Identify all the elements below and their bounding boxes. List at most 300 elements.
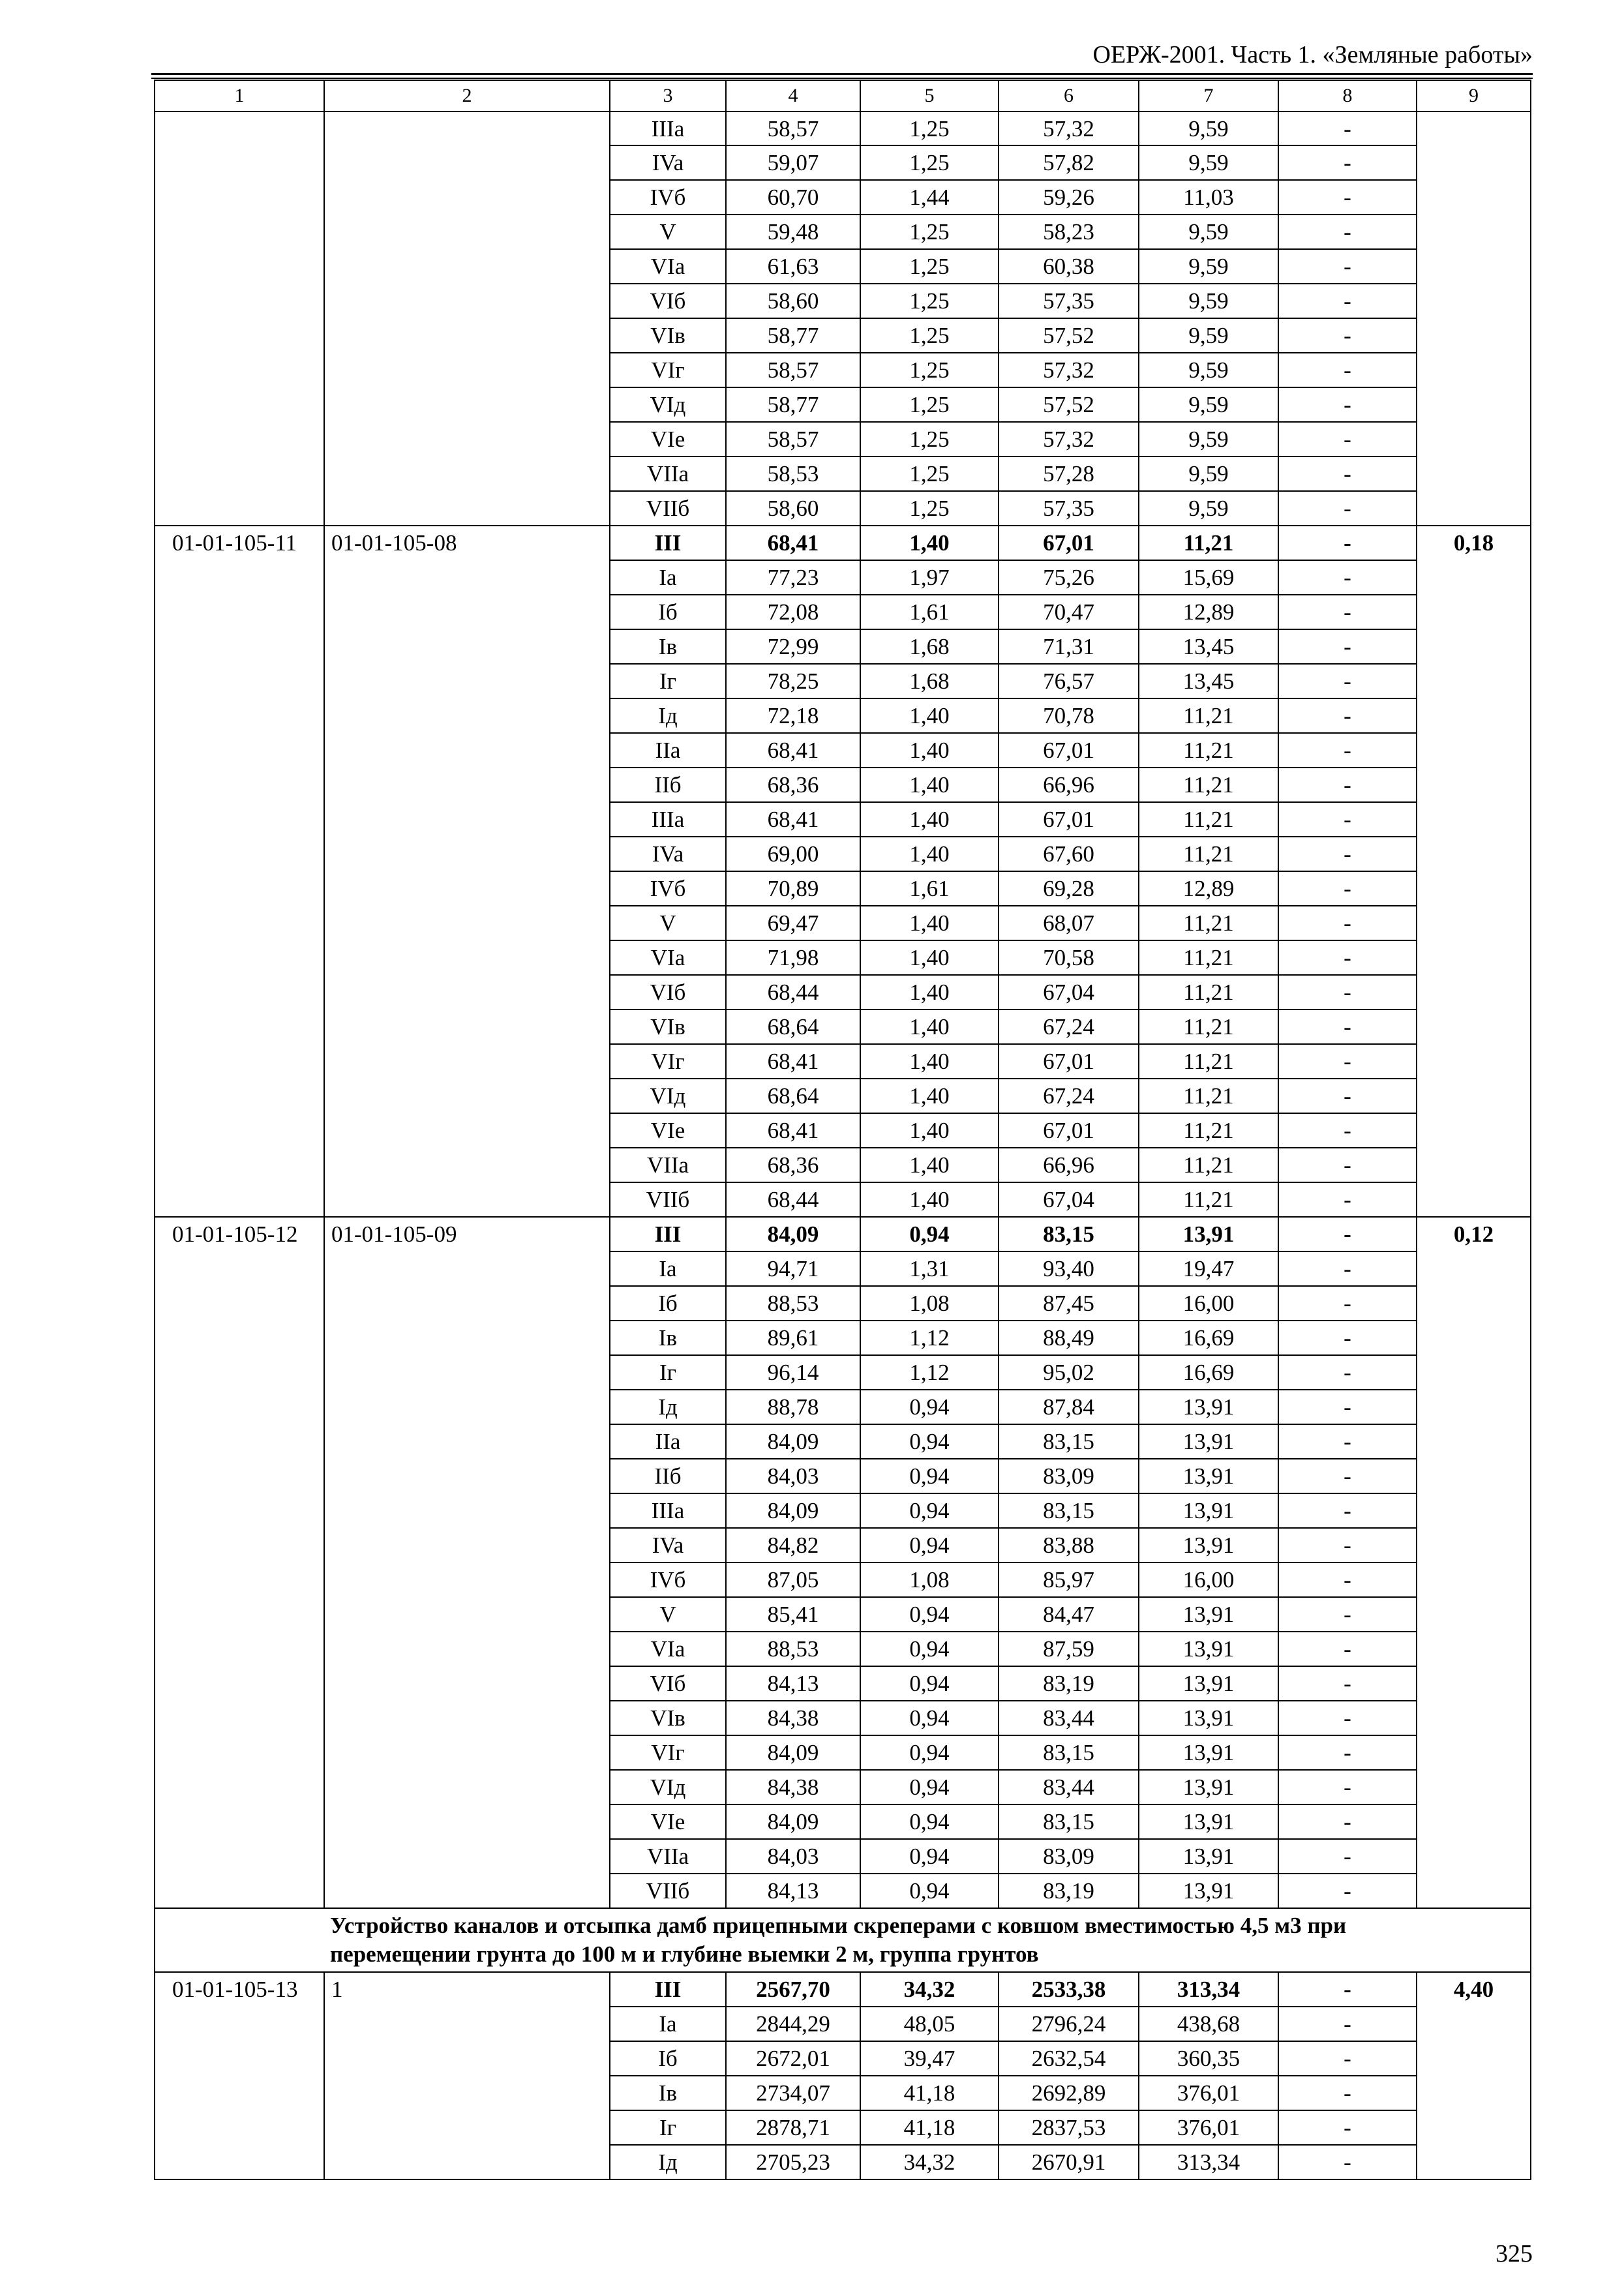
value-cell: 0,94 [860, 1217, 999, 1251]
column-number-cell: 7 [1139, 80, 1278, 112]
value-cell: 83,15 [999, 1804, 1139, 1839]
value-cell: 57,35 [999, 491, 1139, 526]
value-cell: 72,99 [726, 629, 860, 664]
value-cell: 70,89 [726, 871, 860, 906]
value-cell: 313,34 [1139, 2145, 1278, 2179]
section-heading [155, 1908, 1531, 1972]
value-cell: 84,13 [726, 1874, 860, 1908]
value-cell: Iд [610, 698, 726, 733]
value-cell: 58,57 [726, 422, 860, 456]
value-cell: - [1278, 802, 1417, 837]
value-cell: 1,25 [860, 387, 999, 422]
value-cell: 68,64 [726, 1079, 860, 1113]
value-cell: - [1278, 2041, 1417, 2076]
value-cell: 2705,23 [726, 2145, 860, 2179]
value-cell: - [1278, 595, 1417, 629]
value-cell: 84,82 [726, 1528, 860, 1563]
value-cell: VIIa [610, 1148, 726, 1182]
value-cell: VIe [610, 422, 726, 456]
value-cell: VIд [610, 1079, 726, 1113]
value-cell: 59,48 [726, 215, 860, 249]
value-cell: 11,21 [1139, 768, 1278, 802]
value-cell: 313,34 [1139, 1972, 1278, 2007]
value-cell: 2672,01 [726, 2041, 860, 2076]
value-cell: 58,23 [999, 215, 1139, 249]
value-cell: 1,25 [860, 353, 999, 387]
value-cell: VIa [610, 1632, 726, 1666]
value-cell: 12,89 [1139, 595, 1278, 629]
value-cell: - [1278, 1597, 1417, 1632]
value-cell: V [610, 215, 726, 249]
table-row [155, 1217, 1531, 1251]
value-cell: 59,26 [999, 180, 1139, 215]
value-cell: 67,24 [999, 1079, 1139, 1113]
value-cell: - [1278, 1666, 1417, 1701]
value-cell: 84,03 [726, 1839, 860, 1874]
value-cell: - [1278, 698, 1417, 733]
base-code-cell [324, 112, 610, 526]
value-cell: 0,94 [860, 1528, 999, 1563]
value-cell: 88,78 [726, 1390, 860, 1424]
value-cell: 71,98 [726, 940, 860, 975]
value-cell: 1,61 [860, 595, 999, 629]
value-cell: 0,94 [860, 1735, 999, 1770]
value-cell: 11,21 [1139, 1113, 1278, 1148]
value-cell: 2878,71 [726, 2110, 860, 2145]
value-cell: VIг [610, 1044, 726, 1079]
value-cell: 9,59 [1139, 249, 1278, 284]
value-cell: IVa [610, 1528, 726, 1563]
value-cell: VIг [610, 353, 726, 387]
value-cell: 2567,70 [726, 1972, 860, 2007]
value-cell: 68,36 [726, 1148, 860, 1182]
value-cell: 0,94 [860, 1424, 999, 1459]
value-cell: 0,94 [860, 1390, 999, 1424]
value-cell: 19,47 [1139, 1251, 1278, 1286]
value-cell: 84,09 [726, 1424, 860, 1459]
value-cell: 1,31 [860, 1251, 999, 1286]
value-cell: 84,38 [726, 1770, 860, 1804]
column-number-cell: 6 [999, 80, 1139, 112]
value-cell: 438,68 [1139, 2007, 1278, 2041]
value-cell: 1,40 [860, 1079, 999, 1113]
value-cell: VIв [610, 1010, 726, 1044]
value-cell: 88,49 [999, 1321, 1139, 1355]
value-cell: 0,94 [860, 1632, 999, 1666]
value-cell: 11,21 [1139, 837, 1278, 871]
header-rule [151, 78, 1533, 79]
value-cell: 0,94 [860, 1874, 999, 1908]
value-cell: VIв [610, 1701, 726, 1735]
value-cell: 1,40 [860, 768, 999, 802]
value-cell: 1,40 [860, 1010, 999, 1044]
value-cell: - [1278, 1390, 1417, 1424]
value-cell: 41,18 [860, 2076, 999, 2110]
table-row [155, 1972, 1531, 2007]
value-cell: 2837,53 [999, 2110, 1139, 2145]
value-cell: VIe [610, 1804, 726, 1839]
value-cell: 13,91 [1139, 1390, 1278, 1424]
norm-code-cell: 01-01-105-12 [155, 1217, 324, 1908]
value-cell: - [1278, 871, 1417, 906]
value-cell: - [1278, 1217, 1417, 1251]
value-cell: 13,91 [1139, 1528, 1278, 1563]
value-cell: 16,69 [1139, 1321, 1278, 1355]
value-cell: 11,21 [1139, 526, 1278, 560]
value-cell: 34,32 [860, 2145, 999, 2179]
value-cell: 0,94 [860, 1666, 999, 1701]
value-cell: - [1278, 1321, 1417, 1355]
value-cell: - [1278, 733, 1417, 768]
value-cell: 83,15 [999, 1217, 1139, 1251]
value-cell: VIe [610, 1113, 726, 1148]
value-cell: 11,03 [1139, 180, 1278, 215]
value-cell: 67,01 [999, 1044, 1139, 1079]
value-cell: 1,12 [860, 1355, 999, 1390]
value-cell: 1,25 [860, 456, 999, 491]
value-cell: 69,00 [726, 837, 860, 871]
value-cell: 1,25 [860, 249, 999, 284]
value-cell: IVa [610, 145, 726, 180]
value-cell: Iв [610, 629, 726, 664]
value-cell: 58,60 [726, 284, 860, 318]
value-cell: 9,59 [1139, 353, 1278, 387]
value-cell: 60,38 [999, 249, 1139, 284]
value-cell: - [1278, 1493, 1417, 1528]
value-cell: - [1278, 768, 1417, 802]
value-cell: 9,59 [1139, 284, 1278, 318]
value-cell: VIa [610, 249, 726, 284]
col9-cell: 4,40 [1417, 1972, 1531, 2179]
value-cell: 9,59 [1139, 112, 1278, 145]
value-cell: 68,64 [726, 1010, 860, 1044]
value-cell: 68,41 [726, 733, 860, 768]
value-cell: 1,40 [860, 837, 999, 871]
value-cell: IVб [610, 180, 726, 215]
value-cell: - [1278, 664, 1417, 698]
value-cell: 1,40 [860, 940, 999, 975]
page-number: 325 [1496, 2240, 1533, 2267]
value-cell: 0,94 [860, 1839, 999, 1874]
value-cell: 57,35 [999, 284, 1139, 318]
value-cell: 1,25 [860, 284, 999, 318]
value-cell: 84,03 [726, 1459, 860, 1493]
value-cell: 1,25 [860, 318, 999, 353]
value-cell: 58,77 [726, 318, 860, 353]
value-cell: - [1278, 906, 1417, 940]
value-cell: IVб [610, 1563, 726, 1597]
norm-code-cell: 01-01-105-11 [155, 526, 324, 1217]
value-cell: 84,09 [726, 1804, 860, 1839]
value-cell: - [1278, 1839, 1417, 1874]
value-cell: 83,15 [999, 1493, 1139, 1528]
value-cell: Iб [610, 2041, 726, 2076]
value-cell: 68,44 [726, 975, 860, 1010]
value-cell: - [1278, 1079, 1417, 1113]
value-cell: 87,45 [999, 1286, 1139, 1321]
value-cell: - [1278, 145, 1417, 180]
value-cell: 1,61 [860, 871, 999, 906]
value-cell: - [1278, 940, 1417, 975]
value-cell: - [1278, 526, 1417, 560]
value-cell: 93,40 [999, 1251, 1139, 1286]
value-cell: - [1278, 1355, 1417, 1390]
value-cell: 0,94 [860, 1459, 999, 1493]
value-cell: 13,91 [1139, 1217, 1278, 1251]
value-cell: 87,59 [999, 1632, 1139, 1666]
value-cell: 83,44 [999, 1701, 1139, 1735]
column-number-cell: 5 [860, 80, 999, 112]
value-cell: 67,01 [999, 526, 1139, 560]
value-cell: 57,82 [999, 145, 1139, 180]
value-cell: VIд [610, 387, 726, 422]
value-cell: 68,41 [726, 526, 860, 560]
value-cell: - [1278, 837, 1417, 871]
value-cell: 70,58 [999, 940, 1139, 975]
value-cell: Iд [610, 1390, 726, 1424]
value-cell: 68,41 [726, 1044, 860, 1079]
value-cell: - [1278, 1528, 1417, 1563]
value-cell: 57,52 [999, 318, 1139, 353]
value-cell: VIa [610, 940, 726, 975]
value-cell: 1,68 [860, 629, 999, 664]
value-cell: 1,40 [860, 1113, 999, 1148]
value-cell: Iг [610, 2110, 726, 2145]
value-cell: 2734,07 [726, 2076, 860, 2110]
value-cell: VIб [610, 975, 726, 1010]
value-cell: 11,21 [1139, 802, 1278, 837]
value-cell: 13,91 [1139, 1424, 1278, 1459]
value-cell: 13,91 [1139, 1874, 1278, 1908]
value-cell: 68,41 [726, 802, 860, 837]
value-cell: 13,91 [1139, 1597, 1278, 1632]
value-cell: 67,24 [999, 1010, 1139, 1044]
norms-table [154, 80, 1531, 2180]
value-cell: 2796,24 [999, 2007, 1139, 2041]
value-cell: 57,52 [999, 387, 1139, 422]
value-cell: - [1278, 422, 1417, 456]
value-cell: III [610, 1217, 726, 1251]
base-code-cell: 01-01-105-09 [324, 1217, 610, 1908]
value-cell: 1,08 [860, 1563, 999, 1597]
value-cell: 376,01 [1139, 2110, 1278, 2145]
value-cell: 11,21 [1139, 1182, 1278, 1217]
value-cell: V [610, 1597, 726, 1632]
value-cell: 83,88 [999, 1528, 1139, 1563]
value-cell: 11,21 [1139, 906, 1278, 940]
value-cell: 13,45 [1139, 629, 1278, 664]
value-cell: 16,69 [1139, 1355, 1278, 1390]
value-cell: 9,59 [1139, 491, 1278, 526]
value-cell: Iг [610, 1355, 726, 1390]
value-cell: - [1278, 1459, 1417, 1493]
value-cell: 69,28 [999, 871, 1139, 906]
value-cell: 57,32 [999, 353, 1139, 387]
value-cell: 96,14 [726, 1355, 860, 1390]
value-cell: - [1278, 1148, 1417, 1182]
value-cell: 9,59 [1139, 318, 1278, 353]
value-cell: 41,18 [860, 2110, 999, 2145]
value-cell: V [610, 906, 726, 940]
value-cell: - [1278, 387, 1417, 422]
value-cell: 57,28 [999, 456, 1139, 491]
value-cell: 77,23 [726, 560, 860, 595]
value-cell: 1,25 [860, 422, 999, 456]
value-cell: - [1278, 1701, 1417, 1735]
value-cell: - [1278, 318, 1417, 353]
value-cell: - [1278, 975, 1417, 1010]
value-cell: 11,21 [1139, 940, 1278, 975]
table-row [155, 526, 1531, 560]
value-cell: - [1278, 1632, 1417, 1666]
value-cell: 13,91 [1139, 1701, 1278, 1735]
value-cell: VIIa [610, 1839, 726, 1874]
column-number-row [155, 80, 1531, 112]
value-cell: 1,40 [860, 975, 999, 1010]
value-cell: - [1278, 1010, 1417, 1044]
value-cell: 71,31 [999, 629, 1139, 664]
value-cell: - [1278, 249, 1417, 284]
value-cell: 1,08 [860, 1286, 999, 1321]
value-cell: - [1278, 1735, 1417, 1770]
value-cell: 16,00 [1139, 1563, 1278, 1597]
value-cell: 58,57 [726, 112, 860, 145]
value-cell: 67,04 [999, 1182, 1139, 1217]
value-cell: 67,04 [999, 975, 1139, 1010]
value-cell: - [1278, 629, 1417, 664]
col9-cell: 0,12 [1417, 1217, 1531, 1908]
value-cell: 68,36 [726, 768, 860, 802]
value-cell: IIб [610, 768, 726, 802]
value-cell: 57,32 [999, 422, 1139, 456]
value-cell: 85,97 [999, 1563, 1139, 1597]
value-cell: 13,91 [1139, 1804, 1278, 1839]
value-cell: 13,91 [1139, 1735, 1278, 1770]
value-cell: 83,09 [999, 1459, 1139, 1493]
value-cell: 94,71 [726, 1251, 860, 1286]
page-header-title: ОЕРЖ-2001. Часть 1. «Земляные работы» [1092, 41, 1533, 68]
value-cell: 0,94 [860, 1701, 999, 1735]
value-cell: - [1278, 1286, 1417, 1321]
value-cell: 1,25 [860, 215, 999, 249]
value-cell: 1,40 [860, 526, 999, 560]
column-number-cell: 9 [1417, 80, 1531, 112]
value-cell: 0,94 [860, 1493, 999, 1528]
value-cell: - [1278, 491, 1417, 526]
column-number-cell: 4 [726, 80, 860, 112]
value-cell: Ia [610, 2007, 726, 2041]
norm-code-cell: 01-01-105-13 [155, 1972, 324, 2179]
value-cell: 58,53 [726, 456, 860, 491]
value-cell: 360,35 [1139, 2041, 1278, 2076]
value-cell: Iг [610, 664, 726, 698]
value-cell: - [1278, 456, 1417, 491]
value-cell: 87,05 [726, 1563, 860, 1597]
value-cell: 70,78 [999, 698, 1139, 733]
value-cell: 57,32 [999, 112, 1139, 145]
header-rule [151, 73, 1533, 75]
column-number-cell: 8 [1278, 80, 1417, 112]
value-cell: - [1278, 1113, 1417, 1148]
value-cell: 68,07 [999, 906, 1139, 940]
value-cell: 11,21 [1139, 1079, 1278, 1113]
value-cell: VIд [610, 1770, 726, 1804]
value-cell: 84,47 [999, 1597, 1139, 1632]
value-cell: 59,07 [726, 145, 860, 180]
value-cell: 1,40 [860, 733, 999, 768]
value-cell: 12,89 [1139, 871, 1278, 906]
value-cell: 83,15 [999, 1735, 1139, 1770]
value-cell: 67,01 [999, 802, 1139, 837]
value-cell: 84,09 [726, 1735, 860, 1770]
value-cell: 72,18 [726, 698, 860, 733]
value-cell: VIIб [610, 1182, 726, 1217]
value-cell: 13,91 [1139, 1770, 1278, 1804]
section-heading-line: перемещении грунта до 100 м и глубине выемки 2 м, группа грунтов [330, 1941, 1039, 1967]
value-cell: IIa [610, 733, 726, 768]
value-cell: 83,19 [999, 1666, 1139, 1701]
value-cell: 13,91 [1139, 1632, 1278, 1666]
value-cell: 13,91 [1139, 1666, 1278, 1701]
value-cell: 84,09 [726, 1217, 860, 1251]
value-cell: VIб [610, 1666, 726, 1701]
value-cell: - [1278, 353, 1417, 387]
value-cell: 376,01 [1139, 2076, 1278, 2110]
value-cell: 67,01 [999, 1113, 1139, 1148]
value-cell: 84,09 [726, 1493, 860, 1528]
value-cell: - [1278, 2007, 1417, 2041]
value-cell: 9,59 [1139, 422, 1278, 456]
value-cell: 1,68 [860, 664, 999, 698]
value-cell: 68,41 [726, 1113, 860, 1148]
value-cell: 84,38 [726, 1701, 860, 1735]
value-cell: 2533,38 [999, 1972, 1139, 2007]
value-cell: VIIб [610, 1874, 726, 1908]
value-cell: Iб [610, 595, 726, 629]
value-cell: Iб [610, 1286, 726, 1321]
value-cell: - [1278, 1972, 1417, 2007]
value-cell: 72,08 [726, 595, 860, 629]
value-cell: 83,19 [999, 1874, 1139, 1908]
value-cell: 1,40 [860, 906, 999, 940]
value-cell: 11,21 [1139, 975, 1278, 1010]
value-cell: 13,91 [1139, 1493, 1278, 1528]
base-code-cell: 01-01-105-08 [324, 526, 610, 1217]
value-cell: - [1278, 1770, 1417, 1804]
value-cell: 68,44 [726, 1182, 860, 1217]
value-cell: 13,91 [1139, 1459, 1278, 1493]
value-cell: 9,59 [1139, 215, 1278, 249]
value-cell: IIIa [610, 112, 726, 145]
value-cell: 11,21 [1139, 1044, 1278, 1079]
value-cell: - [1278, 2145, 1417, 2179]
value-cell: VIв [610, 318, 726, 353]
value-cell: 9,59 [1139, 456, 1278, 491]
value-cell: 78,25 [726, 664, 860, 698]
value-cell: 1,44 [860, 180, 999, 215]
value-cell: - [1278, 1251, 1417, 1286]
value-cell: III [610, 1972, 726, 2007]
value-cell: 83,09 [999, 1839, 1139, 1874]
value-cell: 2692,89 [999, 2076, 1139, 2110]
value-cell: - [1278, 180, 1417, 215]
value-cell: 1,97 [860, 560, 999, 595]
value-cell: 1,25 [860, 145, 999, 180]
value-cell: IIIa [610, 1493, 726, 1528]
value-cell: VIг [610, 1735, 726, 1770]
value-cell: 16,00 [1139, 1286, 1278, 1321]
value-cell: - [1278, 560, 1417, 595]
